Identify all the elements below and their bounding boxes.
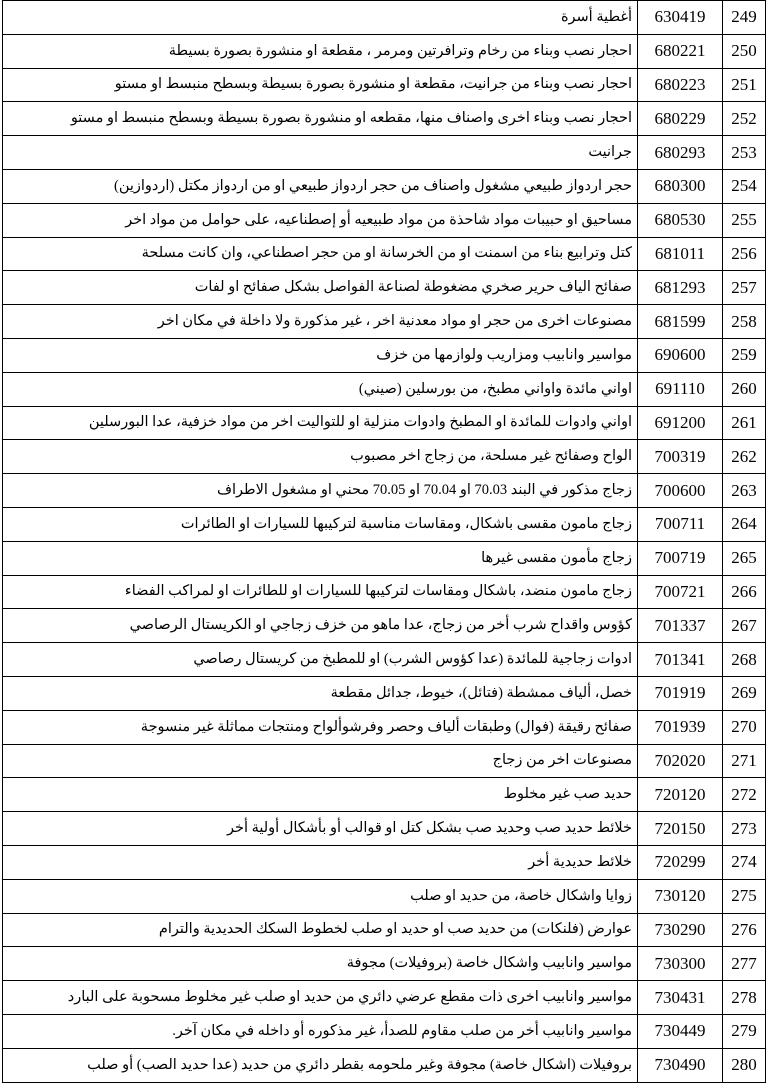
table-row [3, 68, 766, 102]
table-row [3, 338, 766, 372]
table-row [3, 203, 766, 237]
tariff-code: 681599 [638, 305, 723, 339]
table-row [3, 710, 766, 744]
row-number: 261 [723, 406, 766, 440]
item-description: حجر اردواز طبيعي مشغول واصناف من حجر اردواز طبيعي او من اردواز مكتل (اردوازين) [3, 169, 638, 203]
row-number: 273 [723, 812, 766, 846]
row-number: 260 [723, 372, 766, 406]
tariff-code: 720299 [638, 845, 723, 879]
item-description: زجاج مأمون مقسى غيرها [3, 541, 638, 575]
table-row [3, 575, 766, 609]
item-description: عوارض (فلنكات) من حديد صب او حديد او صلب لخطوط السكك الحديدية والترام [3, 913, 638, 947]
tariff-code: 700600 [638, 474, 723, 508]
tariff-code: 730490 [638, 1048, 723, 1082]
row-number: 258 [723, 305, 766, 339]
row-number: 274 [723, 845, 766, 879]
table-row [3, 406, 766, 440]
row-number: 280 [723, 1048, 766, 1082]
table-row [3, 845, 766, 879]
item-description: زجاج مامون مقسى باشكال، ومقاسات مناسبة لتركيبها للسيارات او الطائرات [3, 507, 638, 541]
tariff-code: 730290 [638, 913, 723, 947]
item-description: خلائط حديد صب وحديد صب بشكل كتل او قوالب أو بأشكال أولية أخر [3, 812, 638, 846]
item-description: زوايا واشكال خاصة، من حديد او صلب [3, 879, 638, 913]
row-number: 278 [723, 981, 766, 1015]
row-number: 279 [723, 1014, 766, 1048]
row-number: 270 [723, 710, 766, 744]
item-description: خصل، ألياف ممشطة (فتائل)، خيوط، جدائل مقطعة [3, 676, 638, 710]
tariff-code: 680293 [638, 136, 723, 170]
table-row [3, 136, 766, 170]
row-number: 251 [723, 68, 766, 102]
item-description: كتل وترابيع بناء من اسمنت او من الخرسانة او من حجر اصطناعي، وان كانت مسلحة [3, 237, 638, 271]
item-description: زجاج مامون منضد، باشكال ومقاسات لتركيبها للسيارات او للطائرات او لمراكب الفضاء [3, 575, 638, 609]
table-row [3, 744, 766, 778]
item-description: مواسير وانابيب أخر من صلب مقاوم للصدأ، غير مذكوره أو داخله في مكان آخر. [3, 1014, 638, 1048]
row-number: 255 [723, 203, 766, 237]
tariff-code: 730431 [638, 981, 723, 1015]
row-number: 277 [723, 947, 766, 981]
item-description: احجار نصب وبناء اخرى واصناف منها، مقطعه او منشورة بصورة بسيطة وبسطح منبسط او مستو [3, 102, 638, 136]
item-description: اواني وادوات للمائدة او المطبخ وادوات منزلية او للتواليت اخر من مواد خزفية، عدا البورسلين [3, 406, 638, 440]
item-description: ادوات زجاجية للمائدة (عدا كؤوس الشرب) او للمطبخ من كريستال رصاصي [3, 643, 638, 677]
tariff-code: 681011 [638, 237, 723, 271]
table-row [3, 440, 766, 474]
row-number: 249 [723, 1, 766, 35]
item-description: اواني مائدة واواني مطبخ، من بورسلين (صيني) [3, 372, 638, 406]
table-row [3, 913, 766, 947]
row-number: 275 [723, 879, 766, 913]
row-number: 268 [723, 643, 766, 677]
row-number: 271 [723, 744, 766, 778]
item-description: زجاج مذكور في البند 70.03 او 70.04 او 70.05 محني او مشغول الاطراف [3, 474, 638, 508]
table-row [3, 34, 766, 68]
row-number: 264 [723, 507, 766, 541]
item-description: مواسير وانابيب ومزاريب ولوازمها من خزف [3, 338, 638, 372]
item-description: كؤوس واقداح شرب أخر من زجاج، عدا ماهو من خزف زجاجي او الكريستال الرصاصي [3, 609, 638, 643]
table-row [3, 541, 766, 575]
row-number: 272 [723, 778, 766, 812]
item-description: مواسير وانابيب واشكال خاصة (بروفيلات) مجوفة [3, 947, 638, 981]
tariff-code: 700719 [638, 541, 723, 575]
row-number: 276 [723, 913, 766, 947]
item-description: مصنوعات اخر من زجاج [3, 744, 638, 778]
item-description: مصنوعات اخرى من حجر او مواد معدنية اخر ، غير مذكورة ولا داخلة في مكان اخر [3, 305, 638, 339]
tariff-code: 630419 [638, 1, 723, 35]
tariff-code: 730300 [638, 947, 723, 981]
tariff-code: 701337 [638, 609, 723, 643]
row-number: 265 [723, 541, 766, 575]
tariff-code: 680530 [638, 203, 723, 237]
table-row [3, 372, 766, 406]
tariff-code: 680229 [638, 102, 723, 136]
table-row [3, 169, 766, 203]
row-number: 252 [723, 102, 766, 136]
row-number: 257 [723, 271, 766, 305]
item-description: حديد صب غير مخلوط [3, 778, 638, 812]
tariff-code: 690600 [638, 338, 723, 372]
row-number: 256 [723, 237, 766, 271]
tariff-code: 680300 [638, 169, 723, 203]
tariff-code: 701919 [638, 676, 723, 710]
table-row [3, 1014, 766, 1048]
tariff-code: 700711 [638, 507, 723, 541]
row-number: 269 [723, 676, 766, 710]
table-row [3, 947, 766, 981]
item-description: احجار نصب وبناء من رخام وترافرتين ومرمر ، مقطعة او منشورة بصورة بسيطة [3, 34, 638, 68]
table-row [3, 1, 766, 35]
table-row [3, 305, 766, 339]
table-row [3, 1048, 766, 1082]
tariff-code: 680223 [638, 68, 723, 102]
tariff-code: 730449 [638, 1014, 723, 1048]
item-description: أغطية أسرة [3, 1, 638, 35]
item-description: مساحيق او حبيبات مواد شاحذة من مواد طبيعيه أو إصطناعيه، على حوامل من مواد اخر [3, 203, 638, 237]
tariff-code: 681293 [638, 271, 723, 305]
tariff-code: 691200 [638, 406, 723, 440]
tariff-code: 702020 [638, 744, 723, 778]
table-row [3, 643, 766, 677]
tariff-code: 701939 [638, 710, 723, 744]
item-description: بروفيلات (اشكال خاصة) مجوفة وغير ملحومه بقطر دائري من حديد (عدا حديد الصب) أو صلب [3, 1048, 638, 1082]
item-description: احجار نصب وبناء من جرانيت، مقطعة او منشورة بصورة بسيطة وبسطح منبسط او مستو [3, 68, 638, 102]
item-description: مواسير وانابيب اخرى ذات مقطع عرضي دائري من حديد او صلب غير مخلوط مسحوبة على البارد [3, 981, 638, 1015]
row-number: 267 [723, 609, 766, 643]
row-number: 262 [723, 440, 766, 474]
row-number: 253 [723, 136, 766, 170]
table-row [3, 102, 766, 136]
table-row [3, 474, 766, 508]
row-number: 254 [723, 169, 766, 203]
tariff-code: 730120 [638, 879, 723, 913]
item-description: صفائح الياف حرير صخري مضغوطة لصناعة الفواصل بشكل صفائح او لفات [3, 271, 638, 305]
table-row [3, 879, 766, 913]
table-row [3, 676, 766, 710]
item-description: جرانيت [3, 136, 638, 170]
tariff-code: 720120 [638, 778, 723, 812]
table-row [3, 812, 766, 846]
tariff-code: 700721 [638, 575, 723, 609]
item-description: صفائح رقيقة (فوال) وطبقات ألياف وحصر وفرشوألواح ومنتجات مماثلة غير منسوجة [3, 710, 638, 744]
row-number: 266 [723, 575, 766, 609]
tariff-code: 700319 [638, 440, 723, 474]
item-description: الواح وصفائح غير مسلحة، من زجاج اخر مصبوب [3, 440, 638, 474]
row-number: 263 [723, 474, 766, 508]
row-number: 259 [723, 338, 766, 372]
table-row [3, 778, 766, 812]
table-row [3, 237, 766, 271]
table-body [3, 1, 766, 1083]
item-description: خلائط حديدية أخر [3, 845, 638, 879]
table-row [3, 609, 766, 643]
table-row [3, 271, 766, 305]
row-number: 250 [723, 34, 766, 68]
tariff-code: 680221 [638, 34, 723, 68]
table-row [3, 981, 766, 1015]
tariff-code: 720150 [638, 812, 723, 846]
tariff-code: 701341 [638, 643, 723, 677]
tariff-table [2, 0, 766, 1083]
table-row [3, 507, 766, 541]
tariff-code: 691110 [638, 372, 723, 406]
